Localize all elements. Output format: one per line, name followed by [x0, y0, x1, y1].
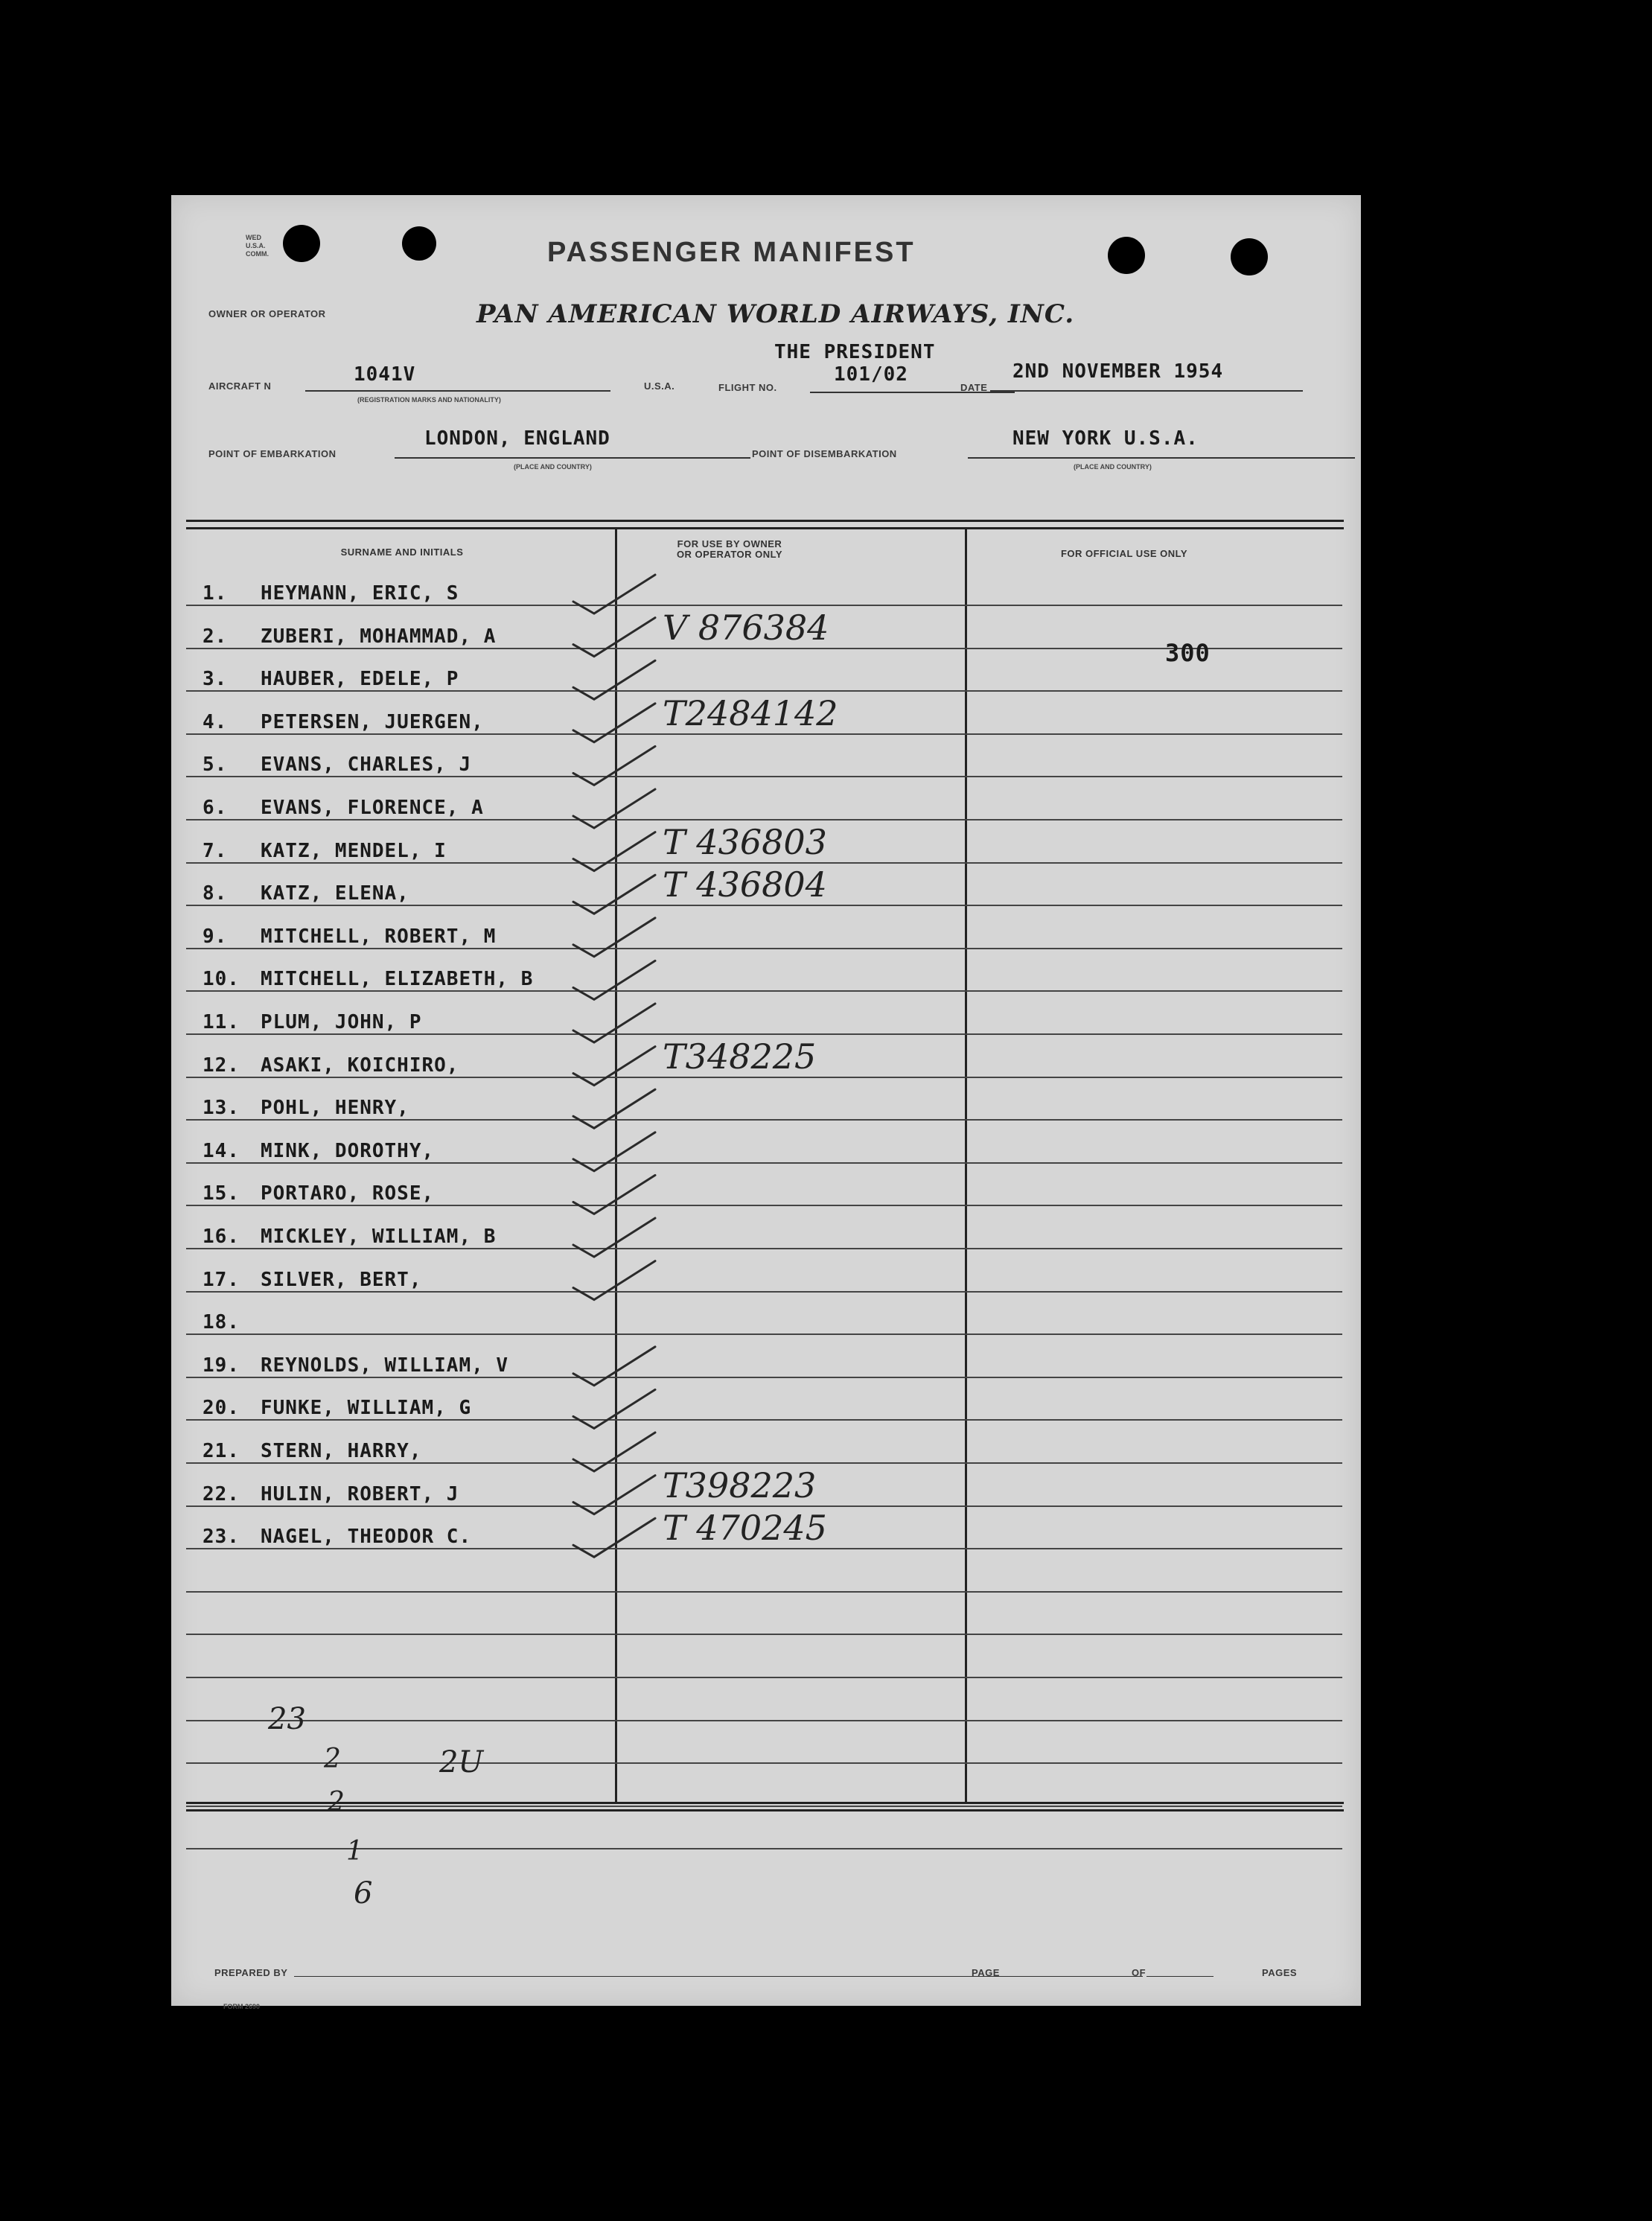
tally-line-4: 1 [346, 1836, 363, 1867]
passenger-number: 9. [202, 925, 228, 948]
checkmarks [171, 195, 1361, 2006]
passenger-number: 15. [202, 1182, 240, 1205]
passenger-name: MITCHELL, ROBERT, M [261, 925, 497, 948]
checkmark-icon [573, 575, 655, 614]
passport-number: T 470245 [663, 1508, 827, 1549]
stamp: WED U.S.A. COMM. [246, 234, 269, 258]
embark-value: LONDON, ENGLAND [424, 427, 610, 450]
page-label: PAGE [972, 1967, 1000, 1978]
disembark-value: NEW YORK U.S.A. [1012, 427, 1199, 450]
checkmark-icon [573, 789, 655, 828]
passenger-number: 14. [202, 1139, 240, 1162]
passenger-name: POHL, HENRY, [261, 1097, 409, 1120]
date-label: DATE [960, 382, 988, 393]
checkmark-icon [573, 1433, 655, 1471]
passenger-number: 17. [202, 1268, 240, 1291]
col-header-official: FOR OFFICIAL USE ONLY [1060, 548, 1188, 559]
checkmark-icon [573, 746, 655, 785]
checkmark-icon [573, 1389, 655, 1428]
passenger-name: MICKLEY, WILLIAM, B [261, 1226, 497, 1248]
passenger-name: FUNKE, WILLIAM, G [261, 1397, 472, 1420]
checkmark-icon [573, 918, 655, 957]
passenger-name: NAGEL, THEODOR C. [261, 1526, 472, 1549]
disembark-label: POINT OF DISEMBARKATION [752, 448, 897, 459]
passenger-name: KATZ, ELENA, [261, 882, 409, 905]
passenger-name: EVANS, FLORENCE, A [261, 797, 484, 819]
col-header-owner: FOR USE BY OWNER OR OPERATOR ONLY [676, 538, 783, 560]
owner-label: OWNER OR OPERATOR [208, 308, 326, 319]
aircraft-value: 1041V [354, 363, 416, 386]
prepared-by-label: PREPARED BY [214, 1967, 288, 1978]
tally-total: 23 [268, 1702, 306, 1736]
usa-label: U.S.A. [644, 380, 675, 392]
passenger-name: HEYMANN, ERIC, S [261, 582, 459, 605]
passenger-number: 16. [202, 1226, 240, 1248]
place-note-1: (PLACE AND COUNTRY) [514, 463, 592, 471]
of-label: OF [1132, 1967, 1146, 1978]
passenger-number: 18. [202, 1311, 240, 1334]
passenger-number: 12. [202, 1054, 240, 1077]
passenger-name: HULIN, ROBERT, J [261, 1482, 459, 1505]
passenger-number: 19. [202, 1354, 240, 1377]
passenger-name: EVANS, CHARLES, J [261, 753, 472, 777]
passenger-number: 7. [202, 839, 228, 862]
tally-line-5: 6 [354, 1876, 373, 1911]
checkmark-icon [573, 960, 655, 999]
passenger-name: REYNOLDS, WILLIAM, V [261, 1354, 509, 1377]
passenger-number: 1. [202, 582, 228, 605]
passenger-number: 11. [202, 1011, 240, 1033]
tally-line-2b: 2U [439, 1745, 484, 1779]
registration-note: (REGISTRATION MARKS AND NATIONALITY) [357, 396, 501, 404]
checkmark-icon [573, 1089, 655, 1128]
passport-number: T2484142 [663, 692, 838, 733]
checkmark-icon [573, 1132, 655, 1171]
owner-value: PAN AMERICAN WORLD AIRWAYS, INC. [476, 299, 1075, 329]
checkmark-icon [573, 1518, 655, 1557]
checkmark-icon [573, 1261, 655, 1300]
aircraft-label: AIRCRAFT N [208, 380, 272, 392]
passport-number: T 436804 [663, 864, 827, 905]
passenger-name: HAUBER, EDELE, P [261, 668, 459, 691]
passenger-name: MITCHELL, ELIZABETH, B [261, 968, 534, 991]
checkmark-icon [573, 1047, 655, 1086]
passenger-name: MINK, DOROTHY, [261, 1139, 435, 1162]
passport-number: T 436803 [663, 821, 827, 862]
passenger-number: 3. [202, 668, 228, 691]
checkmark-icon [573, 1347, 655, 1386]
passenger-number: 8. [202, 882, 228, 905]
passenger-name: PLUM, JOHN, P [261, 1011, 422, 1033]
checkmark-icon [573, 1218, 655, 1257]
checkmark-icon [573, 660, 655, 699]
checkmark-icon [573, 1004, 655, 1042]
tally-line-3: 2 [328, 1787, 345, 1817]
checkmark-icon [573, 1476, 655, 1514]
passport-number: T348225 [663, 1036, 817, 1077]
passenger-number: 20. [202, 1397, 240, 1420]
flight-label: FLIGHT NO. [718, 382, 777, 393]
passport-number: V 876384 [663, 607, 829, 648]
col-header-surname: SURNAME AND INITIALS [340, 547, 464, 558]
passenger-number: 10. [202, 968, 240, 991]
passenger-name: STERN, HARRY, [261, 1440, 422, 1462]
passport-number: T398223 [663, 1465, 817, 1505]
page-title: PASSENGER MANIFEST [547, 237, 916, 268]
checkmark-icon [573, 1175, 655, 1214]
place-note-2: (PLACE AND COUNTRY) [1074, 463, 1152, 471]
passenger-name: SILVER, BERT, [261, 1268, 422, 1291]
checkmark-icon [573, 704, 655, 742]
passenger-number: 5. [202, 753, 228, 777]
form-number: FORM 2690 [223, 2003, 261, 2010]
checkmark-icon [573, 875, 655, 914]
passenger-number: 23. [202, 1526, 240, 1549]
tally-line-2: 2 [324, 1744, 341, 1774]
passenger-number: 6. [202, 797, 228, 819]
official-use-value: 300 [1165, 638, 1211, 667]
checkmark-icon [573, 618, 655, 657]
passenger-name: ZUBERI, MOHAMMAD, A [261, 625, 497, 648]
embark-label: POINT OF EMBARKATION [208, 448, 337, 459]
passenger-number: 2. [202, 625, 228, 648]
passenger-name: PORTARO, ROSE, [261, 1182, 435, 1205]
manifest-sheet [171, 195, 1361, 2010]
passenger-name: ASAKI, KOICHIRO, [261, 1054, 459, 1077]
date-value: 2ND NOVEMBER 1954 [1012, 360, 1224, 383]
passenger-number: 4. [202, 710, 228, 733]
flight-value: 101/02 [834, 363, 908, 386]
passenger-number: 21. [202, 1440, 240, 1462]
ship-name: THE PRESIDENT [774, 341, 936, 363]
pages-label: PAGES [1262, 1967, 1298, 1978]
passenger-number: 13. [202, 1097, 240, 1120]
passenger-name: KATZ, MENDEL, I [261, 839, 447, 862]
checkmark-icon [573, 832, 655, 871]
passenger-name: PETERSEN, JUERGEN, [261, 710, 484, 733]
passenger-number: 22. [202, 1482, 240, 1505]
